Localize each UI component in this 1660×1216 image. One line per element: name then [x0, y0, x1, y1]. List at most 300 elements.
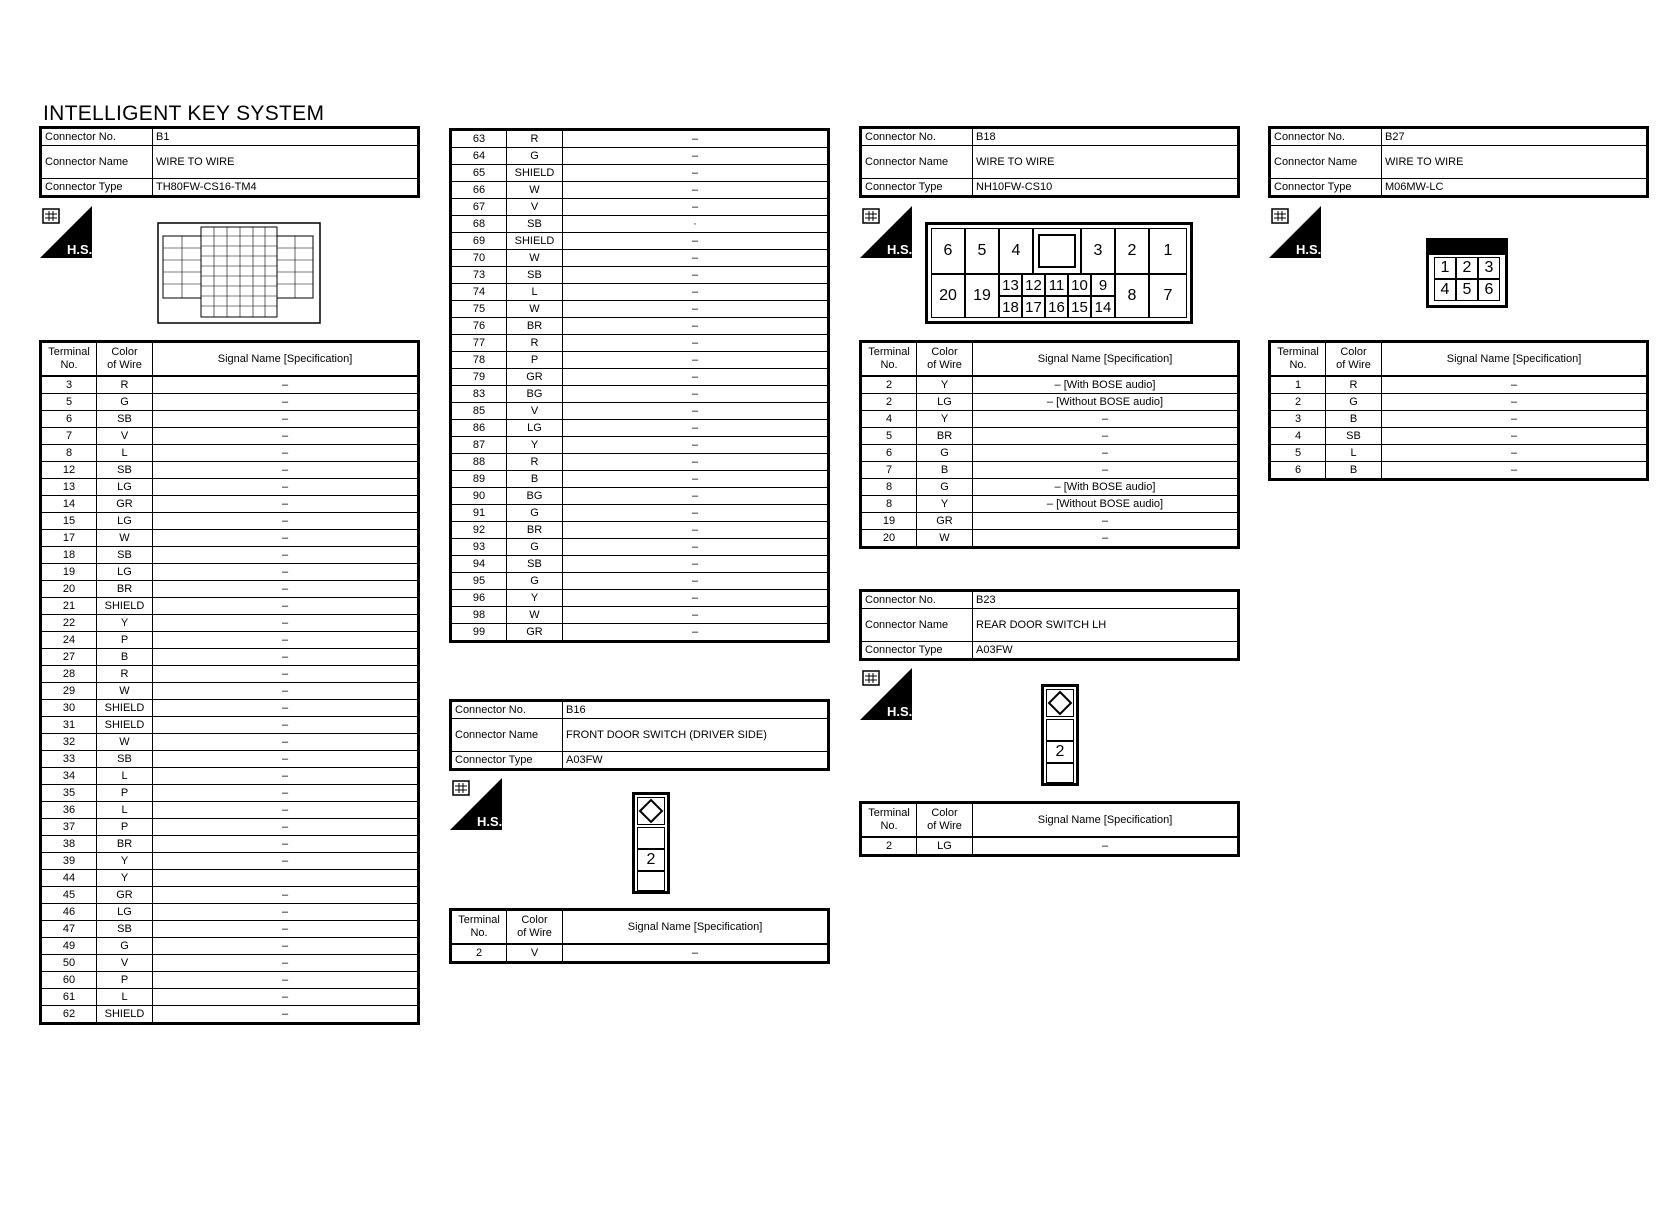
- signal-name-header: Signal Name [Specification]: [563, 910, 829, 945]
- connector-b18-diagram: [925, 222, 1193, 324]
- signal-name-cell: –: [153, 479, 419, 496]
- wire-color-cell: L: [97, 768, 153, 785]
- pin-cell: 14: [1091, 296, 1115, 318]
- wire-color-cell: SHIELD: [507, 165, 563, 182]
- terminal-no-cell: 85: [451, 403, 507, 420]
- table-row: [451, 522, 829, 539]
- wire-color-cell: P: [507, 352, 563, 369]
- terminal-no-cell: 12: [41, 462, 97, 479]
- terminal-no-cell: 44: [41, 870, 97, 887]
- table-row: [451, 199, 829, 216]
- terminal-no-header: Terminal No.: [41, 342, 97, 377]
- table-row: [451, 250, 829, 267]
- table-row: [861, 462, 1239, 479]
- terminal-no-cell: 8: [41, 445, 97, 462]
- terminal-no-cell: 46: [41, 904, 97, 921]
- pin-cell: 6: [1478, 279, 1500, 301]
- pin-cell: 18: [999, 296, 1022, 318]
- terminal-no-cell: 17: [41, 530, 97, 547]
- signal-name-cell: –: [153, 632, 419, 649]
- wire-color-cell: P: [97, 972, 153, 989]
- terminal-no-cell: 7: [861, 462, 917, 479]
- label-connector-no: Connector No.: [861, 128, 973, 146]
- wire-color-cell: W: [507, 250, 563, 267]
- table-row: [451, 471, 829, 488]
- signal-name-cell: –: [563, 437, 829, 454]
- wire-color-cell: SB: [97, 411, 153, 428]
- wire-color-cell: L: [97, 445, 153, 462]
- wire-color-cell: G: [507, 148, 563, 165]
- terminal-no-cell: 76: [451, 318, 507, 335]
- terminal-no-cell: 20: [41, 581, 97, 598]
- terminal-no-cell: 62: [41, 1006, 97, 1024]
- table-row: [41, 581, 419, 598]
- signal-name-cell: –: [153, 683, 419, 700]
- signal-name-cell: –: [153, 649, 419, 666]
- table-row: [41, 904, 419, 921]
- wire-color-cell: SHIELD: [97, 1006, 153, 1024]
- svg-text:H.S.: H.S.: [67, 242, 92, 257]
- signal-name-header: Signal Name [Specification]: [153, 342, 419, 377]
- terminal-no-cell: 3: [1270, 411, 1326, 428]
- table-row: [41, 734, 419, 751]
- pin-cell: 8: [1115, 274, 1149, 318]
- pin-cell: 16: [1045, 296, 1068, 318]
- table-row: [861, 530, 1239, 548]
- connector-name-value: FRONT DOOR SWITCH (DRIVER SIDE): [563, 719, 829, 752]
- connector-no-value: B18: [973, 128, 1239, 146]
- connector-b1-terminal-table: [39, 340, 420, 1025]
- table-row: [41, 615, 419, 632]
- signal-name-cell: –: [563, 539, 829, 556]
- connector-no-value: B1: [153, 128, 419, 146]
- connector-name-value: WIRE TO WIRE: [973, 146, 1239, 179]
- table-row: [41, 649, 419, 666]
- wire-color-cell: SB: [97, 751, 153, 768]
- signal-name-cell: –: [973, 428, 1239, 445]
- wire-color-cell: GR: [97, 887, 153, 904]
- terminal-no-cell: 15: [41, 513, 97, 530]
- page-title: INTELLIGENT KEY SYSTEM: [43, 102, 325, 125]
- signal-name-cell: –: [563, 301, 829, 318]
- terminal-no-cell: 65: [451, 165, 507, 182]
- connector-no-value: B16: [563, 701, 829, 719]
- table-row: [451, 505, 829, 522]
- table-row: [451, 352, 829, 369]
- terminal-no-cell: 90: [451, 488, 507, 505]
- terminal-no-cell: 2: [861, 376, 917, 394]
- signal-name-cell: –: [563, 369, 829, 386]
- table-row: [1270, 411, 1648, 428]
- terminal-no-cell: 32: [41, 734, 97, 751]
- wire-color-cell: G: [917, 479, 973, 496]
- terminal-no-cell: 61: [41, 989, 97, 1006]
- signal-name-cell: [153, 870, 419, 887]
- wire-color-header: Color of Wire: [507, 910, 563, 945]
- pin-cell: 20: [931, 274, 965, 318]
- terminal-no-cell: 2: [451, 944, 507, 963]
- wire-color-cell: W: [507, 607, 563, 624]
- signal-name-cell: –: [153, 445, 419, 462]
- wire-color-header: Color of Wire: [97, 342, 153, 377]
- wire-color-cell: G: [97, 394, 153, 411]
- svg-text:H.S.: H.S.: [477, 814, 502, 829]
- wire-color-cell: W: [917, 530, 973, 548]
- table-row: [451, 454, 829, 471]
- signal-name-cell: –: [563, 471, 829, 488]
- wire-color-cell: V: [507, 944, 563, 963]
- wire-color-cell: SB: [507, 216, 563, 233]
- pin-cell-empty: [1046, 719, 1074, 741]
- terminal-no-cell: 98: [451, 607, 507, 624]
- lock-tab-icon: [1038, 234, 1076, 268]
- signal-name-cell: –: [563, 352, 829, 369]
- terminal-no-cell: 36: [41, 802, 97, 819]
- signal-name-cell: ·: [563, 216, 829, 233]
- terminal-no-cell: 79: [451, 369, 507, 386]
- wire-color-cell: BR: [507, 318, 563, 335]
- wire-color-cell: BG: [507, 488, 563, 505]
- terminal-no-cell: 21: [41, 598, 97, 615]
- terminal-no-header: Terminal No.: [1270, 342, 1326, 377]
- wire-color-cell: SB: [97, 547, 153, 564]
- signal-name-cell: –: [563, 284, 829, 301]
- terminal-no-cell: 20: [861, 530, 917, 548]
- table-row: [1270, 394, 1648, 411]
- table-row: [451, 386, 829, 403]
- table-row: [1270, 376, 1648, 394]
- connector-b1-terminal-table-continued: [449, 128, 830, 643]
- pin-cell: 4: [1434, 279, 1456, 301]
- table-row: [451, 403, 829, 420]
- wire-color-header: Color of Wire: [917, 342, 973, 377]
- terminal-no-cell: 14: [41, 496, 97, 513]
- terminal-no-cell: 31: [41, 717, 97, 734]
- signal-name-cell: –: [563, 335, 829, 352]
- terminal-no-cell: 93: [451, 539, 507, 556]
- table-row: [41, 717, 419, 734]
- signal-name-cell: –: [563, 130, 829, 148]
- pin-cell: 1: [1149, 228, 1187, 274]
- table-row: [41, 819, 419, 836]
- signal-name-cell: –: [153, 411, 419, 428]
- terminal-no-cell: 33: [41, 751, 97, 768]
- pin-cell: 12: [1022, 274, 1045, 296]
- table-row: [41, 530, 419, 547]
- table-row: [41, 598, 419, 615]
- table-row: [41, 751, 419, 768]
- wire-color-cell: SHIELD: [97, 717, 153, 734]
- table-row: [41, 479, 419, 496]
- signal-name-cell: –: [563, 233, 829, 250]
- signal-name-cell: –: [153, 802, 419, 819]
- table-row: [861, 411, 1239, 428]
- wire-color-cell: Y: [97, 870, 153, 887]
- wire-color-cell: GR: [507, 624, 563, 642]
- signal-name-cell: –: [153, 700, 419, 717]
- table-row: [451, 165, 829, 182]
- wire-color-cell: G: [507, 505, 563, 522]
- signal-name-cell: –: [973, 411, 1239, 428]
- label-connector-type: Connector Type: [41, 179, 153, 197]
- table-row: [41, 989, 419, 1006]
- wire-color-cell: BR: [97, 581, 153, 598]
- wire-color-cell: BR: [917, 428, 973, 445]
- terminal-no-cell: 50: [41, 955, 97, 972]
- pin-cell: 13: [999, 274, 1022, 296]
- pin-cell: 4: [999, 228, 1033, 274]
- table-row: [451, 369, 829, 386]
- terminal-no-cell: 13: [41, 479, 97, 496]
- table-row: [861, 445, 1239, 462]
- signal-name-cell: –: [563, 624, 829, 642]
- pin-cell: 5: [965, 228, 999, 274]
- terminal-no-cell: 8: [861, 496, 917, 513]
- harness-side-icon: [860, 668, 912, 720]
- terminal-no-cell: 47: [41, 921, 97, 938]
- wire-color-cell: SB: [1326, 428, 1382, 445]
- table-row: [451, 539, 829, 556]
- table-row: [41, 972, 419, 989]
- terminal-no-cell: 75: [451, 301, 507, 318]
- wire-color-cell: R: [97, 376, 153, 394]
- wire-color-cell: V: [97, 428, 153, 445]
- table-row: [41, 376, 419, 394]
- table-row: [41, 445, 419, 462]
- table-row: [451, 573, 829, 590]
- terminal-no-cell: 63: [451, 130, 507, 148]
- terminal-no-cell: 89: [451, 471, 507, 488]
- wire-color-cell: Y: [97, 615, 153, 632]
- table-row: [41, 496, 419, 513]
- connector-type-value: A03FW: [973, 642, 1239, 660]
- terminal-no-cell: 35: [41, 785, 97, 802]
- table-row: [1270, 428, 1648, 445]
- terminal-no-cell: 6: [41, 411, 97, 428]
- pin-cell: 3: [1478, 257, 1500, 279]
- label-connector-no: Connector No.: [1270, 128, 1382, 146]
- terminal-no-cell: 77: [451, 335, 507, 352]
- pin-cell: 3: [1081, 228, 1115, 274]
- terminal-no-cell: 6: [861, 445, 917, 462]
- terminal-no-cell: 2: [1270, 394, 1326, 411]
- table-row: [861, 428, 1239, 445]
- wire-color-cell: B: [1326, 411, 1382, 428]
- connector-b27-terminal-table: [1268, 340, 1649, 481]
- signal-name-cell: –: [563, 318, 829, 335]
- signal-name-cell: –: [973, 530, 1239, 548]
- pin-cell-empty: [1046, 763, 1074, 783]
- wire-color-cell: B: [97, 649, 153, 666]
- wire-color-cell: Y: [917, 496, 973, 513]
- wire-color-cell: SB: [97, 462, 153, 479]
- terminal-no-cell: 83: [451, 386, 507, 403]
- signal-name-cell: –: [1382, 445, 1648, 462]
- wire-color-cell: W: [97, 734, 153, 751]
- table-row: [41, 411, 419, 428]
- table-row: [861, 496, 1239, 513]
- table-row: [861, 837, 1239, 856]
- wire-color-cell: SHIELD: [97, 700, 153, 717]
- wire-color-cell: W: [97, 683, 153, 700]
- terminal-no-cell: 2: [861, 394, 917, 411]
- harness-side-icon: [40, 206, 92, 258]
- terminal-no-cell: 4: [1270, 428, 1326, 445]
- signal-name-cell: –: [153, 462, 419, 479]
- connector-b1-info: [39, 126, 420, 198]
- table-row: [41, 547, 419, 564]
- signal-name-cell: –: [153, 530, 419, 547]
- signal-name-header: Signal Name [Specification]: [1382, 342, 1648, 377]
- table-row: [451, 148, 829, 165]
- table-row: [451, 590, 829, 607]
- wire-color-cell: R: [97, 666, 153, 683]
- wire-color-cell: BR: [97, 836, 153, 853]
- table-row: [451, 420, 829, 437]
- signal-name-cell: –: [1382, 428, 1648, 445]
- signal-name-cell: –: [153, 1006, 419, 1024]
- pin-cell: 17: [1022, 296, 1045, 318]
- table-row: [451, 488, 829, 505]
- connector-b16-info: [449, 699, 830, 771]
- wire-color-cell: LG: [97, 479, 153, 496]
- terminal-no-cell: 1: [1270, 376, 1326, 394]
- table-row: [41, 921, 419, 938]
- wire-color-cell: P: [97, 785, 153, 802]
- wire-color-cell: GR: [507, 369, 563, 386]
- terminal-no-cell: 49: [41, 938, 97, 955]
- terminal-no-cell: 38: [41, 836, 97, 853]
- terminal-no-cell: 4: [861, 411, 917, 428]
- wire-color-cell: R: [507, 454, 563, 471]
- pin-cell: 6: [931, 228, 965, 274]
- label-connector-name: Connector Name: [861, 609, 973, 642]
- wire-color-cell: LG: [97, 564, 153, 581]
- wire-color-cell: Y: [507, 437, 563, 454]
- terminal-no-cell: 96: [451, 590, 507, 607]
- terminal-no-cell: 94: [451, 556, 507, 573]
- harness-side-icon: [450, 778, 502, 830]
- wire-color-cell: G: [917, 445, 973, 462]
- wire-color-cell: R: [507, 130, 563, 148]
- wire-color-cell: B: [507, 471, 563, 488]
- pin-cell-empty: [637, 871, 665, 891]
- wire-color-cell: BR: [507, 522, 563, 539]
- pin-cell: 5: [1456, 279, 1478, 301]
- wire-color-cell: SB: [507, 556, 563, 573]
- wire-color-cell: R: [507, 335, 563, 352]
- wire-color-cell: Y: [97, 853, 153, 870]
- connector-type-value: M06MW-LC: [1382, 179, 1648, 197]
- wire-color-cell: B: [917, 462, 973, 479]
- wire-color-cell: L: [97, 802, 153, 819]
- wire-color-cell: SB: [507, 267, 563, 284]
- connector-type-value: TH80FW-CS16-TM4: [153, 179, 419, 197]
- terminal-no-cell: 66: [451, 182, 507, 199]
- terminal-no-cell: 70: [451, 250, 507, 267]
- table-row: [41, 887, 419, 904]
- wire-color-cell: G: [1326, 394, 1382, 411]
- signal-name-cell: –: [153, 615, 419, 632]
- connector-name-value: WIRE TO WIRE: [1382, 146, 1648, 179]
- signal-name-cell: –: [563, 267, 829, 284]
- connector-no-value: B27: [1382, 128, 1648, 146]
- table-row: [41, 785, 419, 802]
- label-connector-name: Connector Name: [41, 146, 153, 179]
- signal-name-cell: –: [563, 165, 829, 182]
- label-connector-type: Connector Type: [1270, 179, 1382, 197]
- pin-cell: 7: [1149, 274, 1187, 318]
- label-connector-name: Connector Name: [451, 719, 563, 752]
- table-row: [1270, 445, 1648, 462]
- table-row: [451, 216, 829, 233]
- table-row: [41, 870, 419, 887]
- svg-text:H.S.: H.S.: [887, 242, 912, 257]
- table-row: [41, 564, 419, 581]
- signal-name-cell: –: [563, 454, 829, 471]
- wire-color-cell: L: [507, 284, 563, 301]
- terminal-no-cell: 88: [451, 454, 507, 471]
- signal-name-cell: –: [153, 428, 419, 445]
- pin-cell: 9: [1091, 274, 1115, 296]
- table-row: [41, 700, 419, 717]
- terminal-no-cell: 2: [861, 837, 917, 856]
- signal-name-cell: –: [973, 513, 1239, 530]
- table-row: [41, 938, 419, 955]
- pin-cell: 10: [1068, 274, 1091, 296]
- terminal-no-cell: 24: [41, 632, 97, 649]
- signal-name-cell: –: [153, 394, 419, 411]
- label-connector-no: Connector No.: [41, 128, 153, 146]
- pin-cell: 11: [1045, 274, 1068, 296]
- svg-text:H.S.: H.S.: [1296, 242, 1321, 257]
- signal-name-cell: –: [153, 768, 419, 785]
- terminal-no-cell: 78: [451, 352, 507, 369]
- signal-name-cell: –: [973, 445, 1239, 462]
- connector-b23-info: [859, 589, 1240, 661]
- connector-b23-diagram: [1041, 684, 1079, 786]
- table-row: [861, 513, 1239, 530]
- wire-color-cell: G: [507, 539, 563, 556]
- signal-name-cell: – [Without BOSE audio]: [973, 496, 1239, 513]
- lock-tab-icon: [637, 797, 665, 825]
- wire-color-cell: P: [97, 819, 153, 836]
- label-connector-no: Connector No.: [451, 701, 563, 719]
- signal-name-cell: –: [153, 972, 419, 989]
- signal-name-cell: –: [1382, 411, 1648, 428]
- table-row: [41, 462, 419, 479]
- table-row: [451, 301, 829, 318]
- connector-b27-info: [1268, 126, 1649, 198]
- pin-cell: 15: [1068, 296, 1091, 318]
- signal-name-cell: –: [563, 250, 829, 267]
- wire-color-cell: LG: [507, 420, 563, 437]
- wire-color-cell: W: [507, 182, 563, 199]
- signal-name-cell: –: [153, 904, 419, 921]
- terminal-no-cell: 3: [41, 376, 97, 394]
- terminal-no-cell: 19: [861, 513, 917, 530]
- connector-b18-info: [859, 126, 1240, 198]
- table-row: [41, 513, 419, 530]
- signal-name-cell: –: [1382, 376, 1648, 394]
- terminal-no-cell: 45: [41, 887, 97, 904]
- terminal-no-cell: 73: [451, 267, 507, 284]
- signal-name-cell: –: [563, 182, 829, 199]
- terminal-no-header: Terminal No.: [451, 910, 507, 945]
- signal-name-cell: –: [153, 547, 419, 564]
- table-row: [41, 394, 419, 411]
- pin-cell-2: 2: [637, 849, 665, 871]
